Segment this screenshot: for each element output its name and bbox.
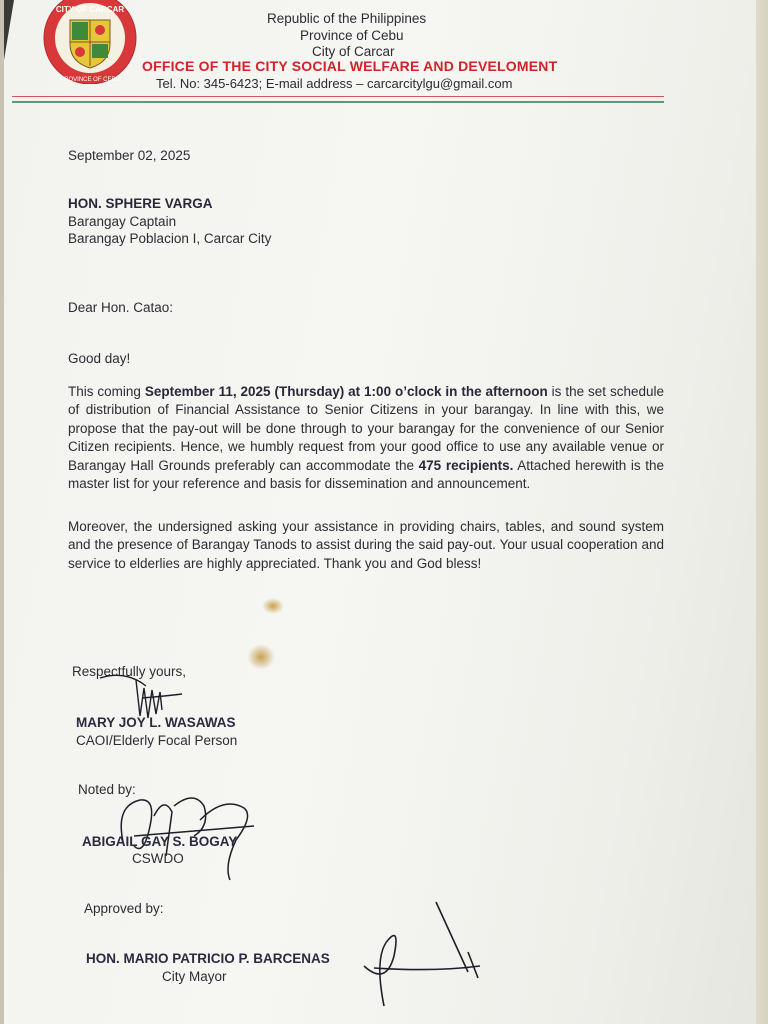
recipients-emphasis: 475 recipients. <box>418 457 514 473</box>
paper-stain <box>247 644 275 670</box>
letter-page <box>4 0 756 1024</box>
sender-title: CAOI/Elderly Focal Person <box>76 733 238 748</box>
contact-line: Tel. No: 345-6423; E-mail address – carcarcitylgu@gmail.com <box>156 76 513 91</box>
noted-title: CSWDO <box>132 851 184 866</box>
body-paragraph-1 <box>68 383 664 494</box>
city-line: City of Carcar <box>312 44 395 59</box>
body-paragraph-2: Moreover, the undersigned asking your assistance in providing chairs, tables, and sound system and the presence of Barangay Tanods to assist during the said pay-out. Your usual cooperation and service to elderlies are highly appreciated. Thank you and God bless! <box>68 518 664 571</box>
recipient-title: Barangay Captain <box>68 214 177 229</box>
recipient-address: Barangay Poblacion I, Carcar City <box>68 231 272 246</box>
province-line: Province of Cebu <box>300 28 404 43</box>
approved-label: Approved by: <box>84 901 164 916</box>
office-title: OFFICE OF THE CITY SOCIAL WELFARE AND DEVELOMENT <box>142 58 558 74</box>
schedule-emphasis: September 11, 2025 (Thursday) at 1:00 o’clock in the afternoon <box>144 383 548 399</box>
noted-label: Noted by: <box>78 782 136 797</box>
para1-end: Attached herewith is the master list for your reference and basis for dissemination and announcement. <box>68 457 665 491</box>
letter-date: September 02, 2025 <box>68 148 191 163</box>
header-rule-green <box>12 101 664 103</box>
noted-signature <box>104 776 264 886</box>
greeting: Good day! <box>68 351 131 366</box>
sender-name: MARY JOY L. WASAWAS <box>76 715 236 730</box>
paper-stain <box>262 598 284 614</box>
noted-name: ABIGAIL GAY S. BOGAY <box>82 834 238 849</box>
closing: Respectfully yours, <box>72 664 187 679</box>
approved-title: City Mayor <box>162 969 227 984</box>
svg-text:CITY OF CARCAR: CITY OF CARCAR <box>55 5 125 14</box>
para1-intro: This coming <box>68 383 145 399</box>
republic-line: Republic of the Philippines <box>267 11 427 26</box>
recipient-name: HON. SPHERE VARGA <box>68 196 213 211</box>
approved-name: HON. MARIO PATRICIO P. BARCENAS <box>86 951 330 966</box>
approved-signature <box>344 896 504 1016</box>
svg-text:PROVINCE OF CEBU: PROVINCE OF CEBU <box>60 77 120 83</box>
header-rule-red <box>12 96 664 97</box>
city-seal-logo <box>42 0 140 84</box>
salutation: Dear Hon. Catao: <box>68 300 174 315</box>
para1-middle: is the set schedule of distribution of Financial Assistance to Senior Citizens in your barangay. In line with this, we propose that the pay-out will be done through to your barangay for the convenience of our Senior Citizen recipients. Hence, we humbly request from your good office to use any available venue or Barangay Hall Grounds preferably can accommodate the <box>68 383 665 473</box>
folded-corner <box>4 0 14 60</box>
